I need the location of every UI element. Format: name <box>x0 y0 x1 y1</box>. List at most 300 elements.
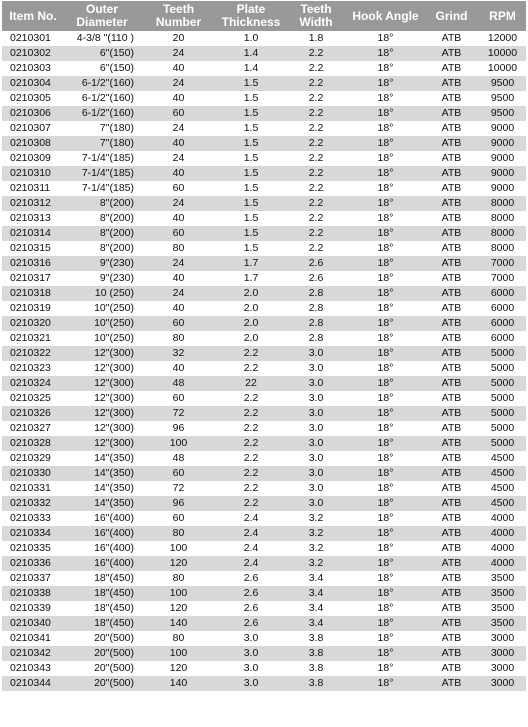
header-teeth-width-line2: Width <box>299 15 333 29</box>
cell-grind: ATB <box>424 196 479 211</box>
cell-outer-diameter: 6-1/2"(160) <box>64 106 140 121</box>
header-plate-thickness-line1: Plate <box>236 2 266 16</box>
cell-grind: ATB <box>424 361 479 376</box>
cell-outer-diameter: 16"(400) <box>64 556 140 571</box>
cell-teeth-width: 2.8 <box>285 286 347 301</box>
cell-teeth-width: 2.8 <box>285 316 347 331</box>
cell-teeth-number: 40 <box>140 61 217 76</box>
cell-teeth-width: 3.4 <box>285 616 347 631</box>
cell-teeth-number: 40 <box>140 136 217 151</box>
cell-hook-angle: 18° <box>347 601 424 616</box>
cell-grind: ATB <box>424 556 479 571</box>
cell-outer-diameter: 12"(300) <box>64 421 140 436</box>
cell-teeth-width: 3.4 <box>285 601 347 616</box>
cell-hook-angle: 18° <box>347 61 424 76</box>
table-row <box>2 406 526 421</box>
cell-grind: ATB <box>424 91 479 106</box>
cell-grind: ATB <box>424 136 479 151</box>
cell-outer-diameter: 16"(400) <box>64 526 140 541</box>
cell-plate-thickness: 2.2 <box>217 451 285 466</box>
cell-teeth-width: 3.0 <box>285 466 347 481</box>
cell-plate-thickness: 2.2 <box>217 361 285 376</box>
table-row <box>2 31 526 46</box>
table-row <box>2 646 526 661</box>
cell-teeth-number: 120 <box>140 556 217 571</box>
cell-plate-thickness: 2.2 <box>217 481 285 496</box>
cell-item-no: 0210307 <box>2 121 64 136</box>
cell-item-no: 0210343 <box>2 661 64 676</box>
cell-rpm: 9000 <box>479 181 526 196</box>
header-row <box>2 1 526 31</box>
cell-plate-thickness: 2.4 <box>217 541 285 556</box>
cell-grind: ATB <box>424 271 479 286</box>
cell-teeth-number: 96 <box>140 421 217 436</box>
cell-teeth-width: 2.6 <box>285 256 347 271</box>
cell-item-no: 0210305 <box>2 91 64 106</box>
cell-teeth-number: 24 <box>140 76 217 91</box>
cell-outer-diameter: 8"(200) <box>64 196 140 211</box>
cell-plate-thickness: 2.0 <box>217 286 285 301</box>
cell-teeth-number: 120 <box>140 601 217 616</box>
cell-hook-angle: 18° <box>347 436 424 451</box>
cell-plate-thickness: 1.5 <box>217 211 285 226</box>
cell-hook-angle: 18° <box>347 361 424 376</box>
cell-rpm: 8000 <box>479 226 526 241</box>
cell-teeth-width: 3.0 <box>285 391 347 406</box>
cell-plate-thickness: 2.0 <box>217 316 285 331</box>
cell-rpm: 3500 <box>479 601 526 616</box>
cell-grind: ATB <box>424 211 479 226</box>
cell-plate-thickness: 2.4 <box>217 511 285 526</box>
table-row <box>2 256 526 271</box>
cell-item-no: 0210309 <box>2 151 64 166</box>
cell-item-no: 0210335 <box>2 541 64 556</box>
cell-rpm: 3000 <box>479 676 526 691</box>
cell-teeth-width: 2.6 <box>285 271 347 286</box>
cell-rpm: 4000 <box>479 541 526 556</box>
cell-rpm: 9000 <box>479 121 526 136</box>
cell-teeth-number: 32 <box>140 346 217 361</box>
cell-item-no: 0210327 <box>2 421 64 436</box>
cell-plate-thickness: 3.0 <box>217 661 285 676</box>
cell-outer-diameter: 6"(150) <box>64 46 140 61</box>
cell-teeth-width: 1.8 <box>285 31 347 46</box>
cell-rpm: 9500 <box>479 106 526 121</box>
cell-item-no: 0210313 <box>2 211 64 226</box>
cell-plate-thickness: 2.2 <box>217 346 285 361</box>
cell-rpm: 5000 <box>479 391 526 406</box>
cell-item-no: 0210326 <box>2 406 64 421</box>
cell-teeth-number: 60 <box>140 391 217 406</box>
cell-plate-thickness: 1.5 <box>217 241 285 256</box>
cell-rpm: 12000 <box>479 31 526 46</box>
cell-hook-angle: 18° <box>347 526 424 541</box>
cell-outer-diameter: 14"(350) <box>64 466 140 481</box>
table-row <box>2 226 526 241</box>
table-row <box>2 586 526 601</box>
cell-teeth-width: 2.2 <box>285 91 347 106</box>
header-item-no: Item No. <box>2 1 64 31</box>
cell-item-no: 0210310 <box>2 166 64 181</box>
cell-rpm: 7000 <box>479 271 526 286</box>
cell-hook-angle: 18° <box>347 106 424 121</box>
cell-outer-diameter: 6-1/2"(160) <box>64 76 140 91</box>
cell-teeth-width: 2.2 <box>285 136 347 151</box>
cell-teeth-width: 3.2 <box>285 526 347 541</box>
cell-hook-angle: 18° <box>347 331 424 346</box>
cell-teeth-number: 60 <box>140 226 217 241</box>
cell-grind: ATB <box>424 451 479 466</box>
cell-teeth-width: 3.2 <box>285 511 347 526</box>
header-teeth-number <box>140 1 217 31</box>
table-row <box>2 106 526 121</box>
cell-item-no: 0210341 <box>2 631 64 646</box>
cell-teeth-number: 40 <box>140 361 217 376</box>
cell-teeth-number: 24 <box>140 256 217 271</box>
table-row <box>2 631 526 646</box>
cell-rpm: 6000 <box>479 301 526 316</box>
cell-plate-thickness: 1.5 <box>217 106 285 121</box>
table-row <box>2 436 526 451</box>
cell-outer-diameter: 10"(250) <box>64 301 140 316</box>
table-row <box>2 451 526 466</box>
cell-hook-angle: 18° <box>347 241 424 256</box>
cell-outer-diameter: 12"(300) <box>64 391 140 406</box>
table-row <box>2 46 526 61</box>
cell-hook-angle: 18° <box>347 406 424 421</box>
header-outer-diameter-line2: Diameter <box>76 15 128 29</box>
cell-rpm: 9000 <box>479 151 526 166</box>
cell-teeth-number: 24 <box>140 46 217 61</box>
cell-outer-diameter: 7"(180) <box>64 121 140 136</box>
table-row <box>2 181 526 196</box>
cell-teeth-number: 100 <box>140 436 217 451</box>
table-row <box>2 601 526 616</box>
cell-rpm: 5000 <box>479 361 526 376</box>
cell-outer-diameter: 18"(450) <box>64 616 140 631</box>
cell-teeth-width: 3.8 <box>285 631 347 646</box>
cell-rpm: 4500 <box>479 451 526 466</box>
cell-rpm: 8000 <box>479 211 526 226</box>
cell-item-no: 0210304 <box>2 76 64 91</box>
cell-rpm: 3000 <box>479 646 526 661</box>
cell-item-no: 0210332 <box>2 496 64 511</box>
cell-rpm: 3500 <box>479 586 526 601</box>
cell-teeth-width: 3.0 <box>285 361 347 376</box>
table-row <box>2 676 526 691</box>
cell-teeth-number: 24 <box>140 121 217 136</box>
cell-hook-angle: 18° <box>347 181 424 196</box>
cell-teeth-width: 3.2 <box>285 541 347 556</box>
cell-rpm: 5000 <box>479 346 526 361</box>
cell-teeth-width: 3.4 <box>285 571 347 586</box>
header-grind: Grind <box>424 1 479 31</box>
cell-grind: ATB <box>424 406 479 421</box>
cell-teeth-width: 2.2 <box>285 151 347 166</box>
cell-rpm: 4500 <box>479 481 526 496</box>
cell-teeth-number: 80 <box>140 526 217 541</box>
cell-outer-diameter: 7"(180) <box>64 136 140 151</box>
cell-hook-angle: 18° <box>347 646 424 661</box>
cell-rpm: 6000 <box>479 286 526 301</box>
cell-rpm: 9000 <box>479 136 526 151</box>
cell-plate-thickness: 1.5 <box>217 136 285 151</box>
cell-grind: ATB <box>424 631 479 646</box>
cell-teeth-width: 3.0 <box>285 451 347 466</box>
cell-plate-thickness: 1.5 <box>217 181 285 196</box>
cell-outer-diameter: 18"(450) <box>64 586 140 601</box>
cell-rpm: 5000 <box>479 376 526 391</box>
cell-outer-diameter: 8"(200) <box>64 241 140 256</box>
cell-item-no: 0210339 <box>2 601 64 616</box>
cell-outer-diameter: 20"(500) <box>64 646 140 661</box>
cell-item-no: 0210337 <box>2 571 64 586</box>
cell-hook-angle: 18° <box>347 256 424 271</box>
cell-outer-diameter: 12"(300) <box>64 406 140 421</box>
cell-hook-angle: 18° <box>347 481 424 496</box>
cell-plate-thickness: 2.6 <box>217 616 285 631</box>
cell-hook-angle: 18° <box>347 151 424 166</box>
cell-hook-angle: 18° <box>347 76 424 91</box>
cell-teeth-width: 3.0 <box>285 496 347 511</box>
cell-rpm: 4500 <box>479 466 526 481</box>
cell-teeth-width: 3.0 <box>285 376 347 391</box>
cell-teeth-number: 20 <box>140 31 217 46</box>
cell-item-no: 0210308 <box>2 136 64 151</box>
cell-plate-thickness: 1.4 <box>217 46 285 61</box>
cell-item-no: 0210312 <box>2 196 64 211</box>
cell-teeth-number: 96 <box>140 496 217 511</box>
cell-teeth-width: 3.4 <box>285 586 347 601</box>
cell-hook-angle: 18° <box>347 316 424 331</box>
cell-outer-diameter: 14"(350) <box>64 451 140 466</box>
cell-hook-angle: 18° <box>347 136 424 151</box>
cell-item-no: 0210325 <box>2 391 64 406</box>
cell-outer-diameter: 8"(200) <box>64 226 140 241</box>
cell-teeth-number: 80 <box>140 241 217 256</box>
cell-teeth-number: 40 <box>140 271 217 286</box>
cell-item-no: 0210302 <box>2 46 64 61</box>
table-row <box>2 556 526 571</box>
cell-item-no: 0210303 <box>2 61 64 76</box>
table-row <box>2 496 526 511</box>
cell-outer-diameter: 14"(350) <box>64 481 140 496</box>
cell-grind: ATB <box>424 241 479 256</box>
cell-item-no: 0210320 <box>2 316 64 331</box>
cell-grind: ATB <box>424 466 479 481</box>
cell-plate-thickness: 1.0 <box>217 31 285 46</box>
cell-teeth-number: 140 <box>140 676 217 691</box>
cell-plate-thickness: 1.5 <box>217 91 285 106</box>
cell-grind: ATB <box>424 421 479 436</box>
cell-grind: ATB <box>424 496 479 511</box>
cell-teeth-number: 72 <box>140 481 217 496</box>
cell-teeth-number: 24 <box>140 196 217 211</box>
cell-teeth-width: 2.2 <box>285 166 347 181</box>
cell-item-no: 0210342 <box>2 646 64 661</box>
cell-item-no: 0210317 <box>2 271 64 286</box>
table-row <box>2 661 526 676</box>
cell-grind: ATB <box>424 481 479 496</box>
cell-grind: ATB <box>424 181 479 196</box>
cell-item-no: 0210331 <box>2 481 64 496</box>
cell-hook-angle: 18° <box>347 676 424 691</box>
cell-grind: ATB <box>424 346 479 361</box>
cell-hook-angle: 18° <box>347 391 424 406</box>
cell-item-no: 0210330 <box>2 466 64 481</box>
cell-plate-thickness: 2.4 <box>217 556 285 571</box>
cell-outer-diameter: 10"(250) <box>64 331 140 346</box>
cell-plate-thickness: 2.2 <box>217 466 285 481</box>
cell-hook-angle: 18° <box>347 661 424 676</box>
header-plate-thickness <box>217 1 285 31</box>
cell-outer-diameter: 12"(300) <box>64 376 140 391</box>
cell-rpm: 9500 <box>479 76 526 91</box>
cell-grind: ATB <box>424 151 479 166</box>
cell-teeth-number: 60 <box>140 106 217 121</box>
cell-item-no: 0210333 <box>2 511 64 526</box>
cell-outer-diameter: 9"(230) <box>64 271 140 286</box>
cell-rpm: 3500 <box>479 571 526 586</box>
cell-grind: ATB <box>424 166 479 181</box>
table-row <box>2 286 526 301</box>
header-outer-diameter <box>64 1 140 31</box>
cell-outer-diameter: 9"(230) <box>64 256 140 271</box>
cell-teeth-width: 3.0 <box>285 421 347 436</box>
cell-hook-angle: 18° <box>347 301 424 316</box>
cell-hook-angle: 18° <box>347 346 424 361</box>
cell-teeth-width: 2.2 <box>285 196 347 211</box>
cell-item-no: 0210316 <box>2 256 64 271</box>
cell-grind: ATB <box>424 436 479 451</box>
cell-rpm: 8000 <box>479 241 526 256</box>
cell-teeth-width: 3.0 <box>285 406 347 421</box>
cell-rpm: 5000 <box>479 436 526 451</box>
cell-grind: ATB <box>424 316 479 331</box>
cell-grind: ATB <box>424 286 479 301</box>
cell-plate-thickness: 2.4 <box>217 526 285 541</box>
cell-grind: ATB <box>424 541 479 556</box>
header-teeth-width-line1: Teeth <box>300 2 332 16</box>
cell-rpm: 4000 <box>479 556 526 571</box>
cell-hook-angle: 18° <box>347 571 424 586</box>
cell-grind: ATB <box>424 601 479 616</box>
table-row <box>2 241 526 256</box>
cell-outer-diameter: 14"(350) <box>64 496 140 511</box>
cell-teeth-number: 100 <box>140 541 217 556</box>
table-row <box>2 526 526 541</box>
cell-plate-thickness: 1.5 <box>217 226 285 241</box>
header-rpm: RPM <box>479 1 526 31</box>
table-row <box>2 511 526 526</box>
cell-rpm: 3000 <box>479 631 526 646</box>
table-row <box>2 616 526 631</box>
cell-plate-thickness: 2.0 <box>217 301 285 316</box>
table-row <box>2 391 526 406</box>
cell-teeth-number: 80 <box>140 331 217 346</box>
cell-grind: ATB <box>424 61 479 76</box>
cell-teeth-number: 48 <box>140 451 217 466</box>
cell-rpm: 3500 <box>479 616 526 631</box>
cell-outer-diameter: 18"(450) <box>64 571 140 586</box>
cell-teeth-number: 60 <box>140 466 217 481</box>
cell-teeth-width: 3.0 <box>285 346 347 361</box>
cell-outer-diameter: 12"(300) <box>64 361 140 376</box>
cell-grind: ATB <box>424 31 479 46</box>
cell-hook-angle: 18° <box>347 46 424 61</box>
cell-grind: ATB <box>424 331 479 346</box>
cell-outer-diameter: 4-3/8 "(110 ) <box>64 31 140 46</box>
cell-outer-diameter: 18"(450) <box>64 601 140 616</box>
table-row <box>2 76 526 91</box>
cell-grind: ATB <box>424 121 479 136</box>
cell-teeth-number: 120 <box>140 661 217 676</box>
cell-hook-angle: 18° <box>347 211 424 226</box>
table-row <box>2 466 526 481</box>
cell-hook-angle: 18° <box>347 586 424 601</box>
cell-rpm: 4000 <box>479 511 526 526</box>
cell-hook-angle: 18° <box>347 556 424 571</box>
cell-grind: ATB <box>424 46 479 61</box>
cell-teeth-number: 24 <box>140 151 217 166</box>
cell-hook-angle: 18° <box>347 616 424 631</box>
cell-teeth-number: 140 <box>140 616 217 631</box>
cell-hook-angle: 18° <box>347 286 424 301</box>
cell-teeth-width: 3.8 <box>285 676 347 691</box>
cell-grind: ATB <box>424 376 479 391</box>
table-row <box>2 361 526 376</box>
cell-item-no: 0210329 <box>2 451 64 466</box>
cell-outer-diameter: 10"(250) <box>64 316 140 331</box>
table-row <box>2 541 526 556</box>
cell-item-no: 0210311 <box>2 181 64 196</box>
cell-grind: ATB <box>424 586 479 601</box>
table-row <box>2 331 526 346</box>
cell-outer-diameter: 20"(500) <box>64 661 140 676</box>
cell-grind: ATB <box>424 226 479 241</box>
cell-rpm: 9500 <box>479 91 526 106</box>
cell-rpm: 7000 <box>479 256 526 271</box>
header-hook-angle: Hook Angle <box>347 1 424 31</box>
cell-plate-thickness: 1.5 <box>217 121 285 136</box>
cell-grind: ATB <box>424 256 479 271</box>
cell-outer-diameter: 16"(400) <box>64 541 140 556</box>
table-row <box>2 271 526 286</box>
cell-item-no: 0210301 <box>2 31 64 46</box>
cell-grind: ATB <box>424 391 479 406</box>
cell-item-no: 0210344 <box>2 676 64 691</box>
table-row <box>2 136 526 151</box>
table-row <box>2 211 526 226</box>
cell-grind: ATB <box>424 511 479 526</box>
cell-item-no: 0210334 <box>2 526 64 541</box>
cell-item-no: 0210324 <box>2 376 64 391</box>
table-row <box>2 61 526 76</box>
cell-hook-angle: 18° <box>347 421 424 436</box>
cell-grind: ATB <box>424 616 479 631</box>
cell-plate-thickness: 1.5 <box>217 166 285 181</box>
cell-hook-angle: 18° <box>347 541 424 556</box>
table-row <box>2 151 526 166</box>
cell-plate-thickness: 2.6 <box>217 601 285 616</box>
table-row <box>2 421 526 436</box>
cell-plate-thickness: 2.6 <box>217 571 285 586</box>
cell-plate-thickness: 2.2 <box>217 496 285 511</box>
cell-teeth-number: 40 <box>140 166 217 181</box>
cell-grind: ATB <box>424 301 479 316</box>
cell-plate-thickness: 1.7 <box>217 271 285 286</box>
cell-plate-thickness: 1.4 <box>217 61 285 76</box>
